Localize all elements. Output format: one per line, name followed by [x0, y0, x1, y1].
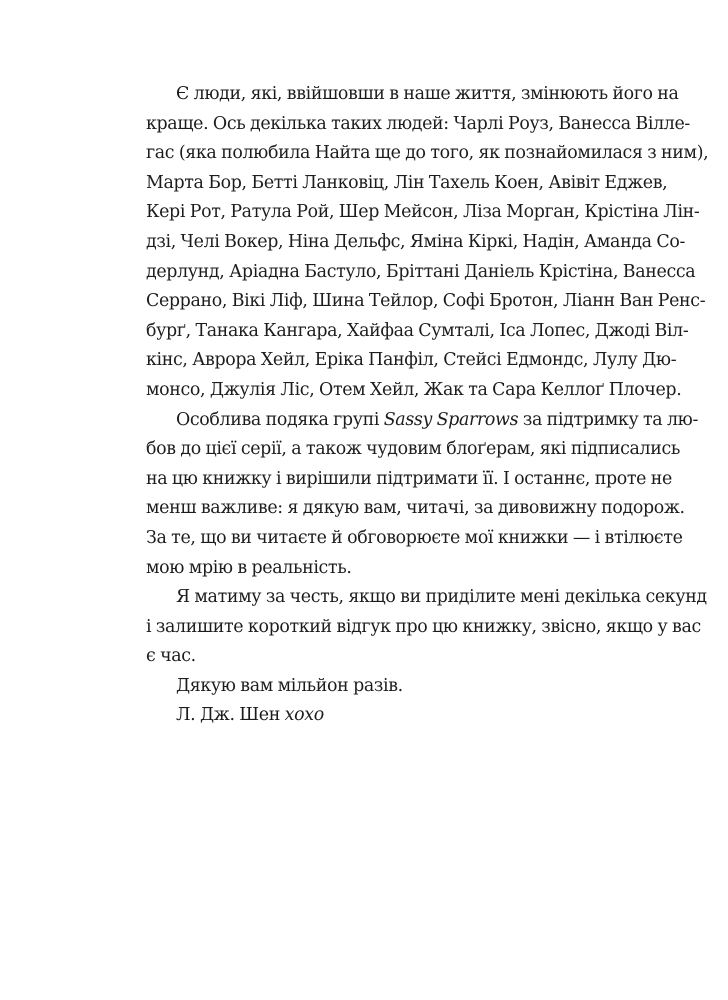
text-line [116, 701, 620, 731]
text-line [116, 406, 698, 436]
text-line: монсо, Джулія Ліс, Отем Хейл, Жак та Сара Келлоґ Плочер. [146, 379, 682, 400]
paragraph-thank-you [116, 672, 620, 702]
text-line: на цю книжку і вирішили підтримати її. І останнє, проте не [146, 468, 672, 489]
text-line: дзі, Челі Вокер, Ніна Дельфс, Яміна Кіркі, Надін, Аманда Со- [146, 231, 685, 252]
paragraph-thanks-people [116, 80, 709, 406]
author-name: Л. Дж. Шен [176, 705, 285, 726]
text-line: і залишите короткий відгук про цю книжку, звісно, якщо у вас [146, 616, 701, 637]
signature [116, 701, 620, 731]
paragraph-thanks-group [116, 406, 698, 584]
text-line: Дякую вам мільйон разів. [176, 675, 403, 696]
text-line: За те, що ви читаєте й обговорюєте мої книжки — і втілюєте [146, 527, 683, 548]
text-line: Кері Рот, Ратула Рой, Шер Мейсон, Ліза Морган, Крістіна Лін- [146, 202, 700, 223]
text-line: кінс, Аврора Хейл, Еріка Панфіл, Стейсі Едмондс, Лулу Дю- [146, 350, 677, 371]
text-run: за підтримку та лю- [518, 409, 698, 430]
text-line: мою мрію в реальність. [146, 557, 352, 578]
signature-italic: xoxo [284, 705, 324, 726]
text-line: Серрано, Вікі Ліф, Шина Тейлор, Софі Бротон, Ліанн Ван Ренс- [146, 291, 706, 312]
text-run: Особлива подяка групі [176, 409, 384, 430]
paragraph-review-request [116, 583, 707, 672]
acknowledgements-text [116, 80, 709, 731]
text-line: бурґ, Танака Кангара, Хайфаа Сумталі, Іса Лопес, Джоді Віл- [146, 320, 689, 341]
group-name-italic: Sassy Sparrows [383, 409, 519, 430]
text-line: Є люди, які, ввійшовши в наше життя, змінюють його на [176, 84, 679, 104]
text-line: є час. [146, 646, 196, 667]
text-line: Марта Бор, Бетті Ланковіц, Лін Тахель Коен, Авівіт Еджев, [146, 172, 668, 193]
text-line: гас (яка полюбила Найта ще до того, як познайомилася з ним), [146, 143, 709, 164]
text-line: Я матиму за честь, якщо ви приділите мені декілька секунд [176, 587, 707, 608]
text-line: бов до цієї серії, а також чудовим блоґерам, які підписались [146, 439, 680, 460]
text-line: менш важливе: я дякую вам, читачі, за дивовижну подорож. [146, 498, 685, 519]
text-line: краще. Ось декілька таких людей: Чарлі Роуз, Ванесса Віллe- [146, 113, 690, 134]
text-line: дерлунд, Аріадна Бастуло, Бріттані Даніель Крістіна, Ванесса [146, 261, 696, 282]
